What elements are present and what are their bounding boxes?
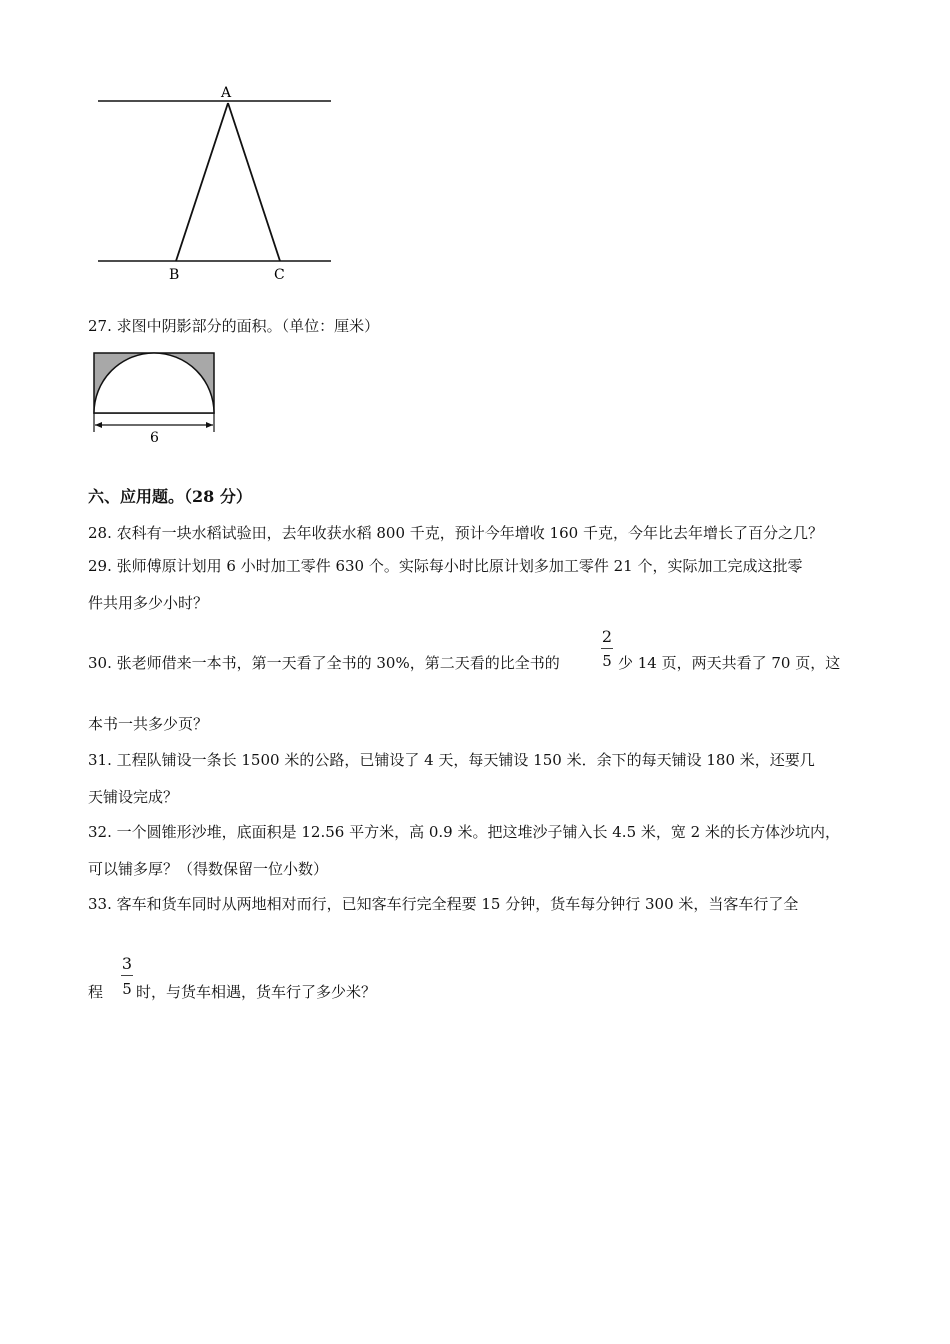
- arrow-right: [206, 422, 213, 428]
- question-27: 27. 求图中阴影部分的面积。（单位：厘米）: [88, 317, 380, 335]
- question-29-line-1: 29. 张师傅原计划用 6 小时加工零件 630 个。实际每小时比原计划多加工零件 21 个，实际加工完成这批零: [88, 557, 803, 575]
- vertex-label-c: C: [274, 267, 285, 283]
- question-30-part-1: 30. 张老师借来一本书，第一天看了全书的 30%，第二天看的比全书的: [88, 654, 560, 672]
- question-33-line-2-suffix: 时，与货车相遇，货车行了多少米？: [136, 983, 377, 1001]
- section-heading: 六、应用题。（28 分）: [88, 487, 252, 506]
- fraction-denominator: 5: [602, 652, 612, 670]
- vertex-label-a: A: [221, 85, 232, 101]
- question-32-line-2: 可以铺多厚？（得数保留一位小数）: [88, 860, 329, 878]
- question-29-line-2: 件共用多少小时？: [88, 594, 209, 612]
- fraction-denominator: 5: [122, 980, 132, 998]
- side-ac: [228, 103, 280, 261]
- question-33-line-2-prefix: 程: [88, 983, 104, 1001]
- question-30-part-2: 少 14 页，两天共看了 70 页，这: [618, 654, 841, 672]
- question-33-line-1: 33. 客车和货车同时从两地相对而行，已知客车行完全程要 15 分钟，货车每分钟行 300 米，当客车行了全: [88, 895, 799, 913]
- fraction-bar: [121, 975, 133, 976]
- fraction-bar: [601, 648, 613, 649]
- question-28: 28. 农科有一块水稻试验田，去年收获水稻 800 千克，预计今年增收 160 千克，今年比去年增长了百分之几？: [88, 524, 823, 542]
- dimension-label: 6: [150, 430, 159, 446]
- fraction-numerator: 3: [121, 954, 133, 973]
- side-ab: [176, 103, 228, 261]
- fraction-numerator: 2: [601, 627, 613, 646]
- question-31-line-1: 31. 工程队铺设一条长 1500 米的公路，已铺设了 4 天，每天铺设 150 米．余下的每天铺设 180 米，还要几: [88, 751, 815, 769]
- semicircle-figure: [88, 348, 222, 448]
- vertex-label-b: B: [169, 267, 180, 283]
- question-30-line-2: 本书一共多少页？: [88, 715, 209, 733]
- question-31-line-2: 天铺设完成？: [88, 788, 179, 806]
- arrow-left: [95, 422, 102, 428]
- question-32-line-1: 32. 一个圆锥形沙堆，底面积是 12.56 平方米，高 0.9 米。把这堆沙子铺入长 4.5 米，宽 2 米的长方体沙坑内，: [88, 823, 840, 841]
- triangle-figure: [90, 78, 340, 288]
